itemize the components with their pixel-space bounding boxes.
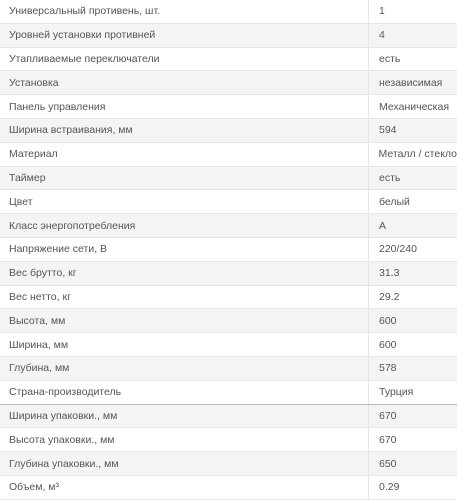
spec-value: Механическая bbox=[379, 100, 450, 113]
spec-row-voltage bbox=[0, 238, 457, 262]
spec-row-installation bbox=[0, 71, 457, 95]
spec-value: 1 bbox=[379, 5, 385, 18]
spec-row-package-width bbox=[0, 405, 457, 429]
spec-label: Ширина встраивания, мм bbox=[0, 119, 369, 142]
spec-row-universal-tray bbox=[0, 0, 457, 24]
spec-label: Панель управления bbox=[0, 95, 369, 118]
spec-row-color bbox=[0, 190, 457, 214]
spec-label: Материал bbox=[0, 143, 369, 166]
spec-label: Глубина упаковки., мм bbox=[0, 452, 369, 475]
spec-label: Цвет bbox=[0, 190, 369, 213]
spec-label: Вес нетто, кг bbox=[0, 286, 369, 309]
spec-label: Вес брутто, кг bbox=[0, 262, 369, 285]
spec-value: 220/240 bbox=[379, 243, 417, 256]
spec-label: Установка bbox=[0, 71, 369, 94]
spec-value: Металл / стекло bbox=[378, 148, 457, 161]
spec-row-net-weight bbox=[0, 286, 457, 310]
spec-row-country bbox=[0, 381, 457, 405]
spec-label: Напряжение сети, В bbox=[0, 238, 369, 261]
spec-row-width bbox=[0, 333, 457, 357]
spec-label: Ширина упаковки., мм bbox=[0, 405, 369, 428]
spec-label: Утапливаемые переключатели bbox=[0, 48, 369, 71]
spec-label: Высота, мм bbox=[0, 309, 369, 332]
spec-row-package-depth bbox=[0, 452, 457, 476]
spec-row-gross-weight bbox=[0, 262, 457, 286]
spec-value: белый bbox=[379, 195, 410, 208]
spec-label: Класс энергопотребления bbox=[0, 214, 369, 237]
spec-value: есть bbox=[379, 171, 401, 184]
spec-value: 650 bbox=[379, 457, 397, 470]
spec-row-package-height bbox=[0, 428, 457, 452]
spec-row-tray-levels bbox=[0, 24, 457, 48]
spec-value: независимая bbox=[379, 76, 443, 89]
spec-row-built-in-width bbox=[0, 119, 457, 143]
spec-value: 670 bbox=[379, 433, 397, 446]
spec-value: 29.2 bbox=[379, 290, 400, 303]
spec-row-height bbox=[0, 309, 457, 333]
spec-value: 578 bbox=[379, 362, 397, 375]
spec-row-depth bbox=[0, 357, 457, 381]
spec-value: 31.3 bbox=[379, 267, 400, 280]
spec-row-material bbox=[0, 143, 457, 167]
spec-label: Глубина, мм bbox=[0, 357, 369, 380]
spec-value: A bbox=[379, 219, 387, 232]
spec-label: Универсальный противень, шт. bbox=[0, 0, 369, 23]
spec-value: есть bbox=[379, 52, 401, 65]
spec-value: 594 bbox=[379, 124, 397, 137]
spec-value: 670 bbox=[379, 409, 397, 422]
spec-row-volume bbox=[0, 476, 457, 500]
spec-value: Турция bbox=[379, 386, 414, 399]
spec-value: 600 bbox=[379, 314, 397, 327]
spec-row-control-panel bbox=[0, 95, 457, 119]
spec-label: Ширина, мм bbox=[0, 333, 369, 356]
spec-label: Таймер bbox=[0, 167, 369, 190]
spec-value: 600 bbox=[379, 338, 397, 351]
spec-value: 0.29 bbox=[379, 481, 400, 494]
spec-label: Страна-производитель bbox=[0, 381, 369, 404]
spec-row-recessed-switches bbox=[0, 48, 457, 72]
spec-row-energy-class bbox=[0, 214, 457, 238]
spec-row-timer bbox=[0, 167, 457, 191]
spec-label: Объем, м³ bbox=[0, 476, 369, 499]
spec-label: Уровней установки противней bbox=[0, 24, 369, 47]
spec-label: Высота упаковки., мм bbox=[0, 428, 369, 451]
spec-value: 4 bbox=[379, 29, 385, 42]
